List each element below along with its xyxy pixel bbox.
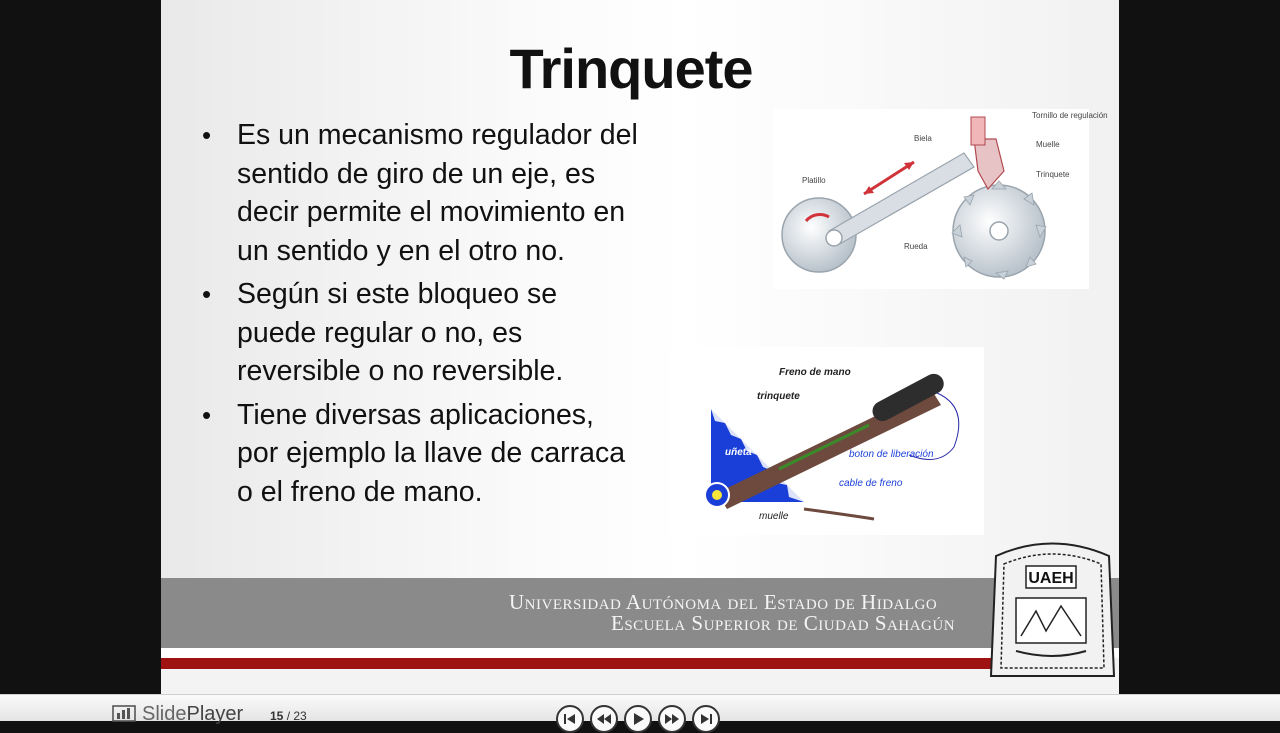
rewind-icon (595, 710, 613, 728)
footer-bottom-band (161, 669, 1119, 694)
label-muelle: Muelle (1036, 140, 1060, 149)
bullet-text: Según si este bloqueo se puede regular o no, es reversible o no reversible. (237, 278, 564, 387)
slideplayer-brand[interactable] (142, 703, 243, 726)
fast-forward-icon (663, 710, 681, 728)
biela-bar (829, 153, 974, 245)
first-slide-button[interactable] (556, 705, 584, 733)
handbrake-diagram-image (669, 347, 984, 535)
player-toolbar (0, 694, 1280, 725)
bullet-item (199, 396, 639, 512)
ratchet-diagram-image (774, 109, 1108, 289)
label-platillo: Platillo (802, 176, 826, 185)
skip-first-icon (561, 710, 579, 728)
bullet-list (199, 116, 639, 516)
bullet-dot: • (202, 120, 212, 150)
last-slide-button[interactable] (692, 705, 720, 733)
label-freno-title: Freno de mano (779, 367, 851, 378)
university-name: Universidad Autónoma del Estado de Hidalgo (509, 590, 938, 614)
play-icon (629, 710, 647, 728)
bullet-item (199, 116, 639, 270)
handle-stripe (779, 425, 869, 469)
bullet-dot: • (202, 279, 212, 309)
pivot-circle (826, 230, 842, 246)
slideplayer-logo-icon (112, 704, 136, 722)
label-tornillo: Tornillo de regulación (1032, 111, 1108, 120)
label-muelle: muelle (759, 511, 789, 522)
label-trinquete: Trinquete (1036, 170, 1070, 179)
label-trinquete: trinquete (757, 391, 800, 402)
slide (161, 0, 1119, 694)
label-uneta: uñeta (725, 447, 752, 458)
label-cable: cable de freno (839, 478, 903, 489)
bullet-text: Tiene diversas aplicaciones, por ejemplo la llave de carraca o el freno de mano. (237, 398, 626, 508)
footer-band (161, 578, 1119, 648)
footer-divider (161, 648, 1119, 658)
school-name: Escuela Superior de Ciudad Sahagún (611, 611, 956, 635)
uaeh-seal-logo (986, 536, 1119, 686)
ratchet-diagram-svg (774, 109, 1108, 289)
bullet-item (199, 275, 639, 391)
label-biela: Biela (914, 134, 932, 143)
total-pages: 23 (293, 709, 307, 723)
rueda-gear (952, 181, 1046, 279)
skip-last-icon (697, 710, 715, 728)
bullet-dot: • (202, 399, 212, 430)
previous-slide-button[interactable] (590, 705, 618, 733)
page-separator: / (283, 709, 294, 723)
current-page: 15 (270, 709, 284, 723)
label-rueda: Rueda (904, 242, 928, 251)
next-slide-button[interactable] (658, 705, 686, 733)
label-boton: boton de liberación (849, 449, 934, 460)
pivot-center (712, 490, 722, 500)
footer-red-stripe (161, 658, 1011, 669)
page-counter (270, 709, 307, 723)
brand-prefix: Slide (142, 703, 187, 725)
handbrake-diagram-svg (669, 347, 984, 535)
slide-title: Trinquete (509, 37, 753, 100)
tornillo-screw (971, 117, 985, 145)
brake-cable (804, 509, 874, 519)
play-button[interactable] (624, 705, 652, 733)
brand-suffix: Player (186, 703, 244, 725)
logo-text: UAEH (1028, 570, 1074, 587)
bullet-text: Es un mecanismo regulador del sentido de giro de un eje, es decir permite el movimiento en un sentido y en el otro no. (237, 119, 638, 267)
